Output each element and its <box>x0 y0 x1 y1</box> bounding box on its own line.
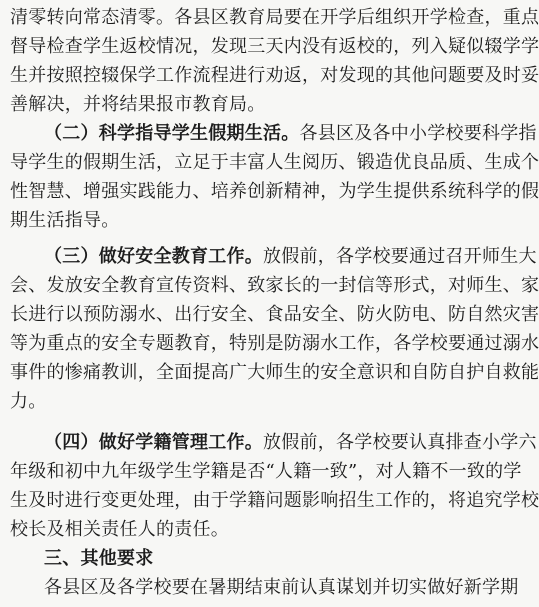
text-line: 力。 <box>10 391 47 412</box>
text-line: 等为重点的安全专题教育，特别是防溺水工作，各学校要通过溺水 <box>10 333 539 354</box>
text-line: 性智慧、增强实践能力、培养创新精神，为学生提供系统科学的假 <box>10 181 539 202</box>
text-line: 生并按照控辍保学工作流程进行劝返，对发现的其他问题要及时妥 <box>10 65 539 86</box>
section-heading: （四）做好学籍管理工作。 <box>44 432 263 453</box>
text-line: 各县区及各学校要在暑期结束前认真谋划并切实做好新学期 <box>44 577 519 598</box>
paragraph-section-4 <box>10 428 539 544</box>
section-other-requirements <box>10 544 500 573</box>
text-line <box>10 428 537 457</box>
text-line: 督导检查学生返校情况，发现三天内没有返校的，列入疑似辍学学 <box>10 36 539 57</box>
section-heading: （三）做好安全教育工作。 <box>44 246 263 267</box>
text-span: 各县区及各中小学校要科学指 <box>299 123 537 144</box>
paragraph-spacer <box>10 416 500 428</box>
text-span: 放假前，各学校要通过召开师生大 <box>263 246 537 267</box>
text-span: 放假前，各学校要认真排查小学六 <box>263 432 537 453</box>
text-line <box>10 119 537 148</box>
text-line: 导学生的假期生活，立足于丰富人生阅历、锻造优良品质、生成个 <box>10 152 539 173</box>
document-body <box>10 3 539 602</box>
paragraph-spacer <box>10 235 500 242</box>
text-line: 会、发放安全教育宣传资料、致家长的一封信等形式，对师生、家 <box>10 275 539 296</box>
paragraph-continuation <box>10 3 539 119</box>
paragraph-section-3 <box>10 242 539 416</box>
text-line: 长进行以预防溺水、出行安全、食品安全、防火防电、防自然灾害 <box>10 304 539 325</box>
section-heading: （二）科学指导学生假期生活。 <box>44 123 300 144</box>
text-line: 清零转向常态清零。各县区教育局要在开学后组织开学检查，重点 <box>10 7 539 28</box>
section-heading: 三、其他要求 <box>44 548 154 569</box>
text-line: 善解决，并将结果报市教育局。 <box>10 94 266 115</box>
text-line: 年级和初中九年级学生学籍是否“人籍一致”，对人籍不一致的学 <box>10 461 522 482</box>
paragraph-final <box>10 573 519 602</box>
text-line: 期生活指导。 <box>10 210 120 231</box>
text-line <box>10 242 537 271</box>
text-line: 校长及相关责任人的责任。 <box>10 519 229 540</box>
text-line: 事件的惨痛教训，全面提高广大师生的安全意识和自防自护自救能 <box>10 362 539 383</box>
text-line: 生及时进行变更处理，由于学籍问题影响招生工作的，将追究学校 <box>10 490 539 511</box>
paragraph-section-2 <box>10 119 539 235</box>
